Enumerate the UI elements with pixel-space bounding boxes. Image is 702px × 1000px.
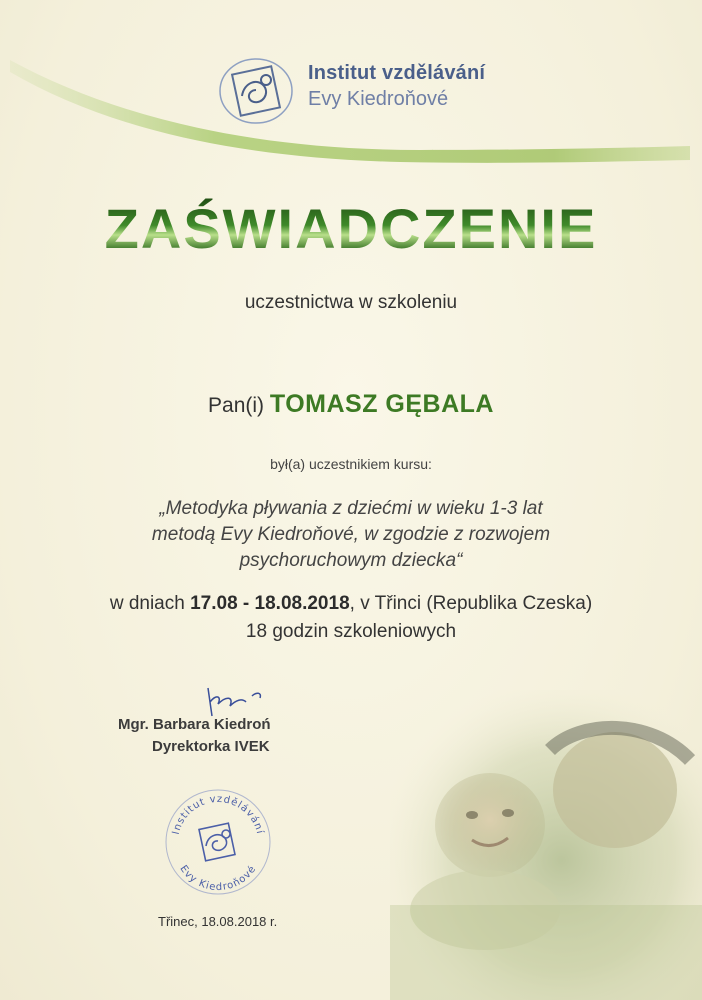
signatory-role: Dyrektorka IVEK (152, 738, 270, 755)
mother-child-logo-icon (216, 56, 296, 126)
institute-name-line2: Evy Kiedroňové (308, 88, 449, 110)
stamp-top-text: Institut vzdělávání (170, 793, 266, 836)
course-title-line: metodą Evy Kiedroňové, w zgodzie z rozwojem (151, 524, 551, 545)
dates-location: , v Třinci (Republika Czeska) (349, 593, 593, 614)
salutation: Pan(i) (208, 394, 265, 417)
course-title-line: „Metodyka pływania z dziećmi w wieku 1-3 lat (159, 498, 543, 519)
mother-child-logo-icon (199, 823, 235, 861)
course-dates (0, 593, 702, 615)
child-swimming-photo (390, 690, 702, 1000)
signature (200, 686, 280, 720)
course-title (0, 496, 702, 574)
signatory-name: Mgr. Barbara Kiedroń (118, 716, 271, 733)
stamp-bottom-text: Evy Kiedroňové (177, 863, 259, 894)
course-hours: 18 godzin szkoleniowych (245, 621, 457, 642)
svg-text:Institut vzdělávání (171, 794, 266, 836)
dates-value: 17.08 - 18.08.2018 (190, 593, 350, 614)
certificate-subtitle: uczestnictwa w szkoleniu (244, 292, 458, 313)
participant-name: TOMASZ GĘBALA (269, 390, 494, 418)
svg-text:Evy Kiedroňové (177, 863, 258, 893)
institute-stamp (162, 786, 274, 898)
place-and-date: Třinec, 18.08.2018 r. (158, 914, 278, 929)
dates-prefix: w dniach (109, 593, 185, 614)
certificate-title: ZAŚWIADCZENIE (0, 196, 702, 261)
participant-line (0, 390, 702, 419)
course-title-line: psychoruchowym dziecka“ (239, 550, 463, 571)
participant-statement: był(a) uczestnikiem kursu: (270, 456, 432, 472)
institute-name: Institut vzdělávání (308, 62, 486, 84)
